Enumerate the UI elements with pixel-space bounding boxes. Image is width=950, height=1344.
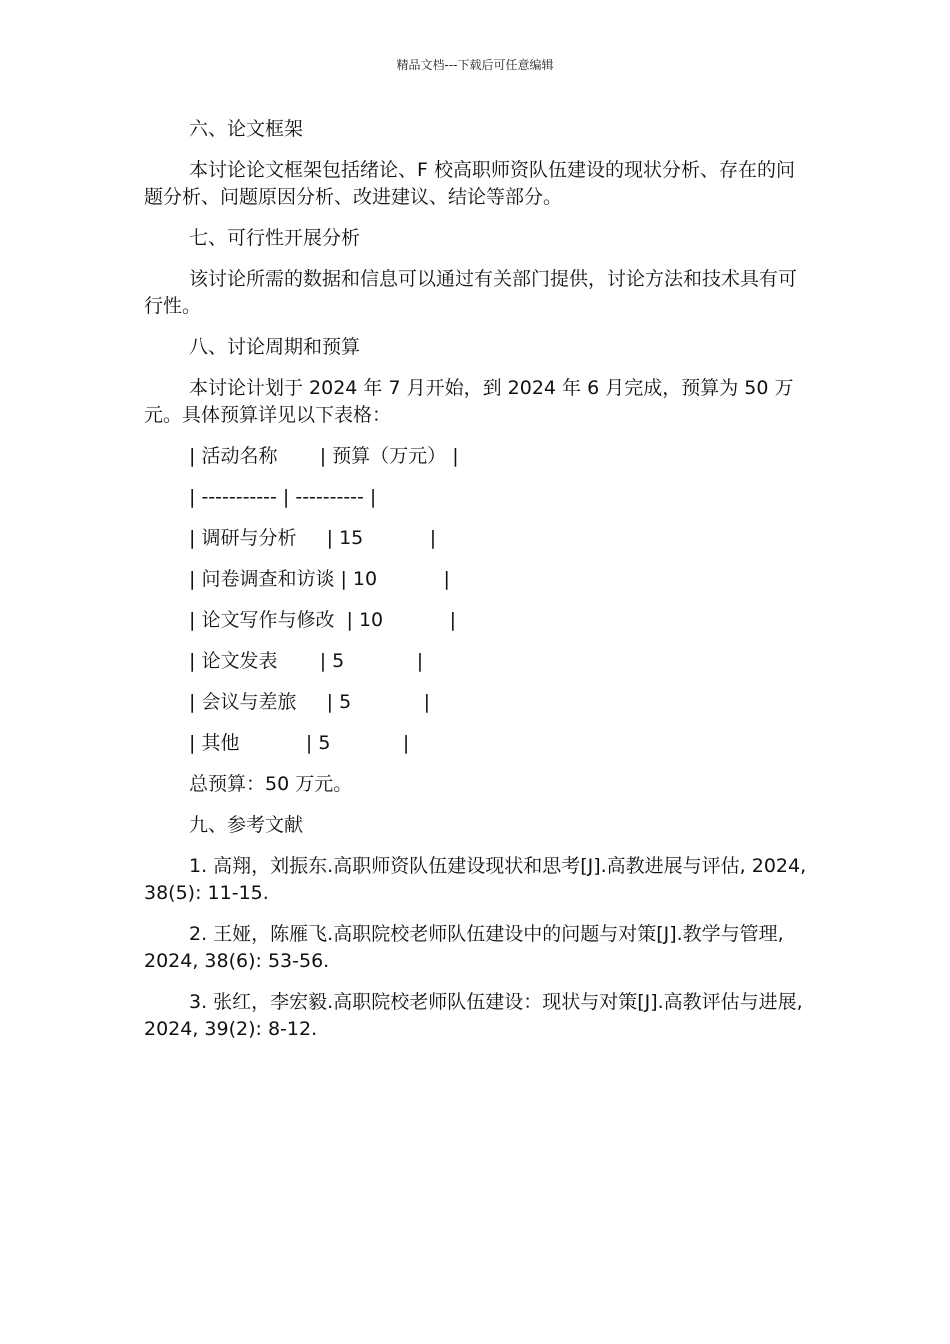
- reference-item: 3. 张红，李宏毅.高职院校老师队伍建设：现状与对策[J].高教评估与进展, 2024, 39(2): 8-12.: [144, 991, 809, 1040]
- section-heading-references: 九、参考文献: [189, 814, 304, 836]
- total-budget-line: 总预算：50 万元。: [189, 773, 353, 795]
- feasibility-paragraph: 该讨论所需的数据和信息可以通过有关部门提供，讨论方法和技术具有可行性。: [144, 268, 798, 317]
- budget-table: [144, 443, 808, 757]
- page-header-watermark: 精品文档---下载后可任意编辑: [396, 58, 554, 72]
- framework-paragraph: 本讨论论文框架包括绪论、F 校高职师资队伍建设的现状分析、存在的问题分析、问题原因分析、改进建议、结论等部分。: [144, 159, 795, 208]
- budget-table-row: | 论文写作与修改 | 10 |: [189, 609, 456, 631]
- budget-table-header-row: | 活动名称 | 预算（万元） |: [189, 445, 459, 467]
- budget-table-row: | 其他 | 5 |: [189, 732, 410, 754]
- section-heading-schedule-budget: 八、讨论周期和预算: [189, 336, 361, 358]
- reference-item: 1. 高翔，刘振东.高职师资队伍建设现状和思考[J].高教进展与评估, 2024, 38(5): 11-15.: [144, 855, 813, 904]
- budget-table-row: | 问卷调查和访谈 | 10 |: [189, 568, 450, 590]
- document-body: [144, 116, 813, 1057]
- budget-table-row: | 调研与分析 | 15 |: [189, 527, 437, 549]
- budget-table-row: | 会议与差旅 | 5 |: [189, 691, 431, 713]
- section-heading-feasibility: 七、可行性开展分析: [189, 227, 361, 249]
- budget-table-row: | 论文发表 | 5 |: [189, 650, 424, 672]
- section-heading-framework: 六、论文框架: [189, 118, 304, 140]
- reference-item: 2. 王娅，陈雁飞.高职院校老师队伍建设中的问题与对策[J].教学与管理, 2024, 38(6): 53-56.: [144, 923, 790, 972]
- budget-table-separator-row: | ----------- | ---------- |: [189, 486, 377, 508]
- schedule-budget-paragraph: 本讨论计划于 2024 年 7 月开始，到 2024 年 6 月完成，预算为 50 万元。具体预算详见以下表格：: [144, 377, 794, 426]
